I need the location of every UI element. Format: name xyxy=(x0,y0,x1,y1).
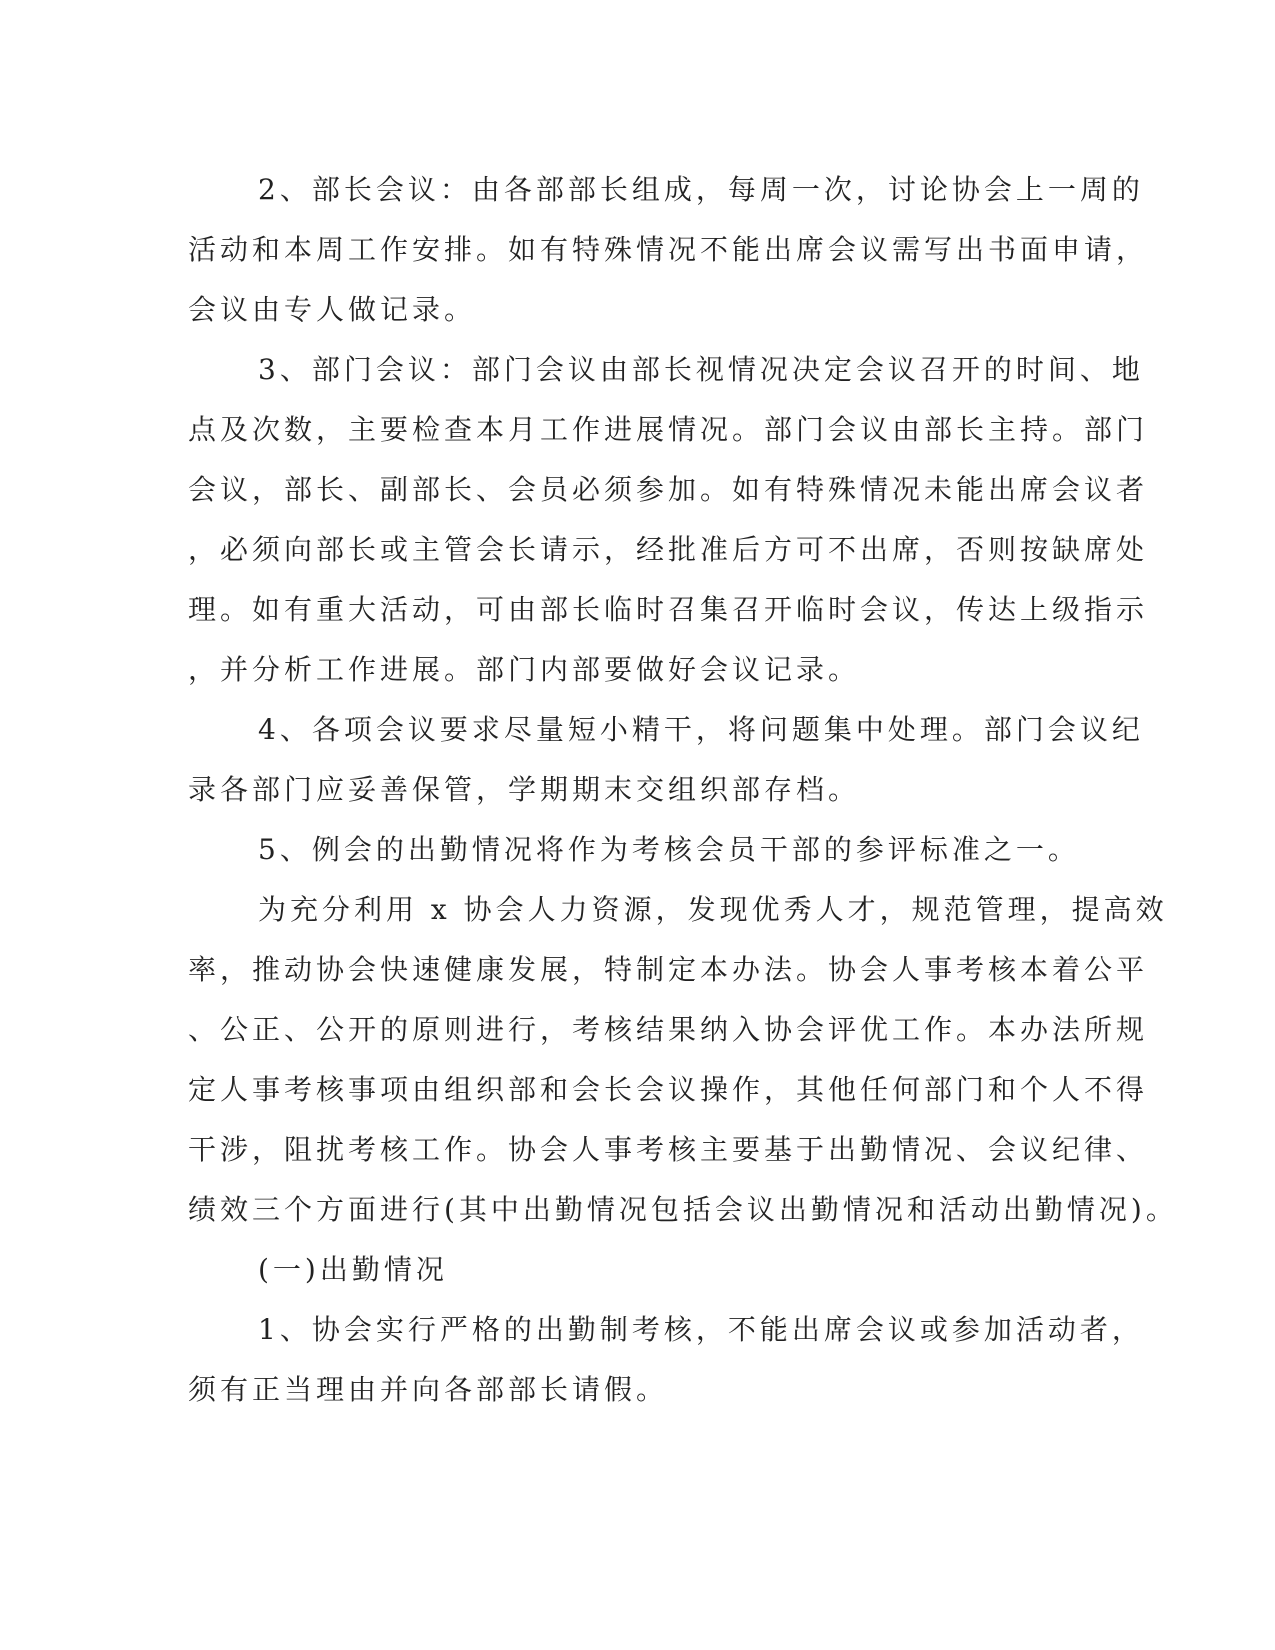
section-heading: (一)出勤情况 xyxy=(258,1253,448,1286)
text-line: 率，推动协会快速健康发展，特制定本办法。协会人事考核本着公平 xyxy=(188,953,1149,986)
text-line: 绩效三个方面进行(其中出勤情况包括会议出勤情况和活动出勤情况)。 xyxy=(188,1193,1178,1226)
text-line: 5、例会的出勤情况将作为考核会员干部的参评标准之一。 xyxy=(258,833,1080,866)
document-body xyxy=(188,160,1178,1420)
section-heading-attendance xyxy=(188,1240,1068,1300)
text-line: 1、协会实行严格的出勤制考核，不能出席会议或参加活动者， xyxy=(258,1313,1144,1346)
text-line: 会议由专人做记录。 xyxy=(188,293,477,326)
paragraph-meeting-requirements xyxy=(188,700,1144,820)
text-line: 为充分利用 x 协会人力资源，发现优秀人才，规范管理，提高效 xyxy=(258,893,1168,926)
text-line: 须有正当理由并向各部部长请假。 xyxy=(188,1373,669,1406)
text-line: ，并分析工作进展。部门内部要做好会议记录。 xyxy=(188,653,861,686)
paragraph-minister-meeting xyxy=(188,160,1149,340)
text-line: 、公正、公开的原则进行，考核结果纳入协会评优工作。本办法所规 xyxy=(188,1013,1149,1046)
paragraph-attendance-standard xyxy=(188,820,1080,880)
text-line: 点及次数，主要检查本月工作进展情况。部门会议由部长主持。部门 xyxy=(188,413,1149,446)
text-line: 理。如有重大活动，可由部长临时召集召开临时会议，传达上级指示 xyxy=(188,593,1149,626)
text-line: 4、各项会议要求尽量短小精干，将问题集中处理。部门会议纪 xyxy=(258,713,1144,746)
text-line: 定人事考核事项由组织部和会长会议操作，其他任何部门和个人不得 xyxy=(188,1073,1149,1106)
paragraph-attendance-rule xyxy=(188,1300,1144,1420)
text-line: 2、部长会议：由各部部长组成，每周一次，讨论协会上一周的 xyxy=(258,173,1144,206)
paragraph-department-meeting xyxy=(188,340,1149,700)
text-line: 3、部门会议：部门会议由部长视情况决定会议召开的时间、地 xyxy=(258,353,1144,386)
text-line: ，必须向部长或主管会长请示，经批准后方可不出席，否则按缺席处 xyxy=(188,533,1149,566)
paragraph-assessment-intro xyxy=(188,880,1178,1240)
text-line: 活动和本周工作安排。如有特殊情况不能出席会议需写出书面申请， xyxy=(188,233,1149,266)
text-line: 录各部门应妥善保管，学期期末交组织部存档。 xyxy=(188,773,861,806)
text-line: 会议，部长、副部长、会员必须参加。如有特殊情况未能出席会议者 xyxy=(188,473,1149,506)
text-line: 干涉，阻扰考核工作。协会人事考核主要基于出勤情况、会议纪律、 xyxy=(188,1133,1149,1166)
